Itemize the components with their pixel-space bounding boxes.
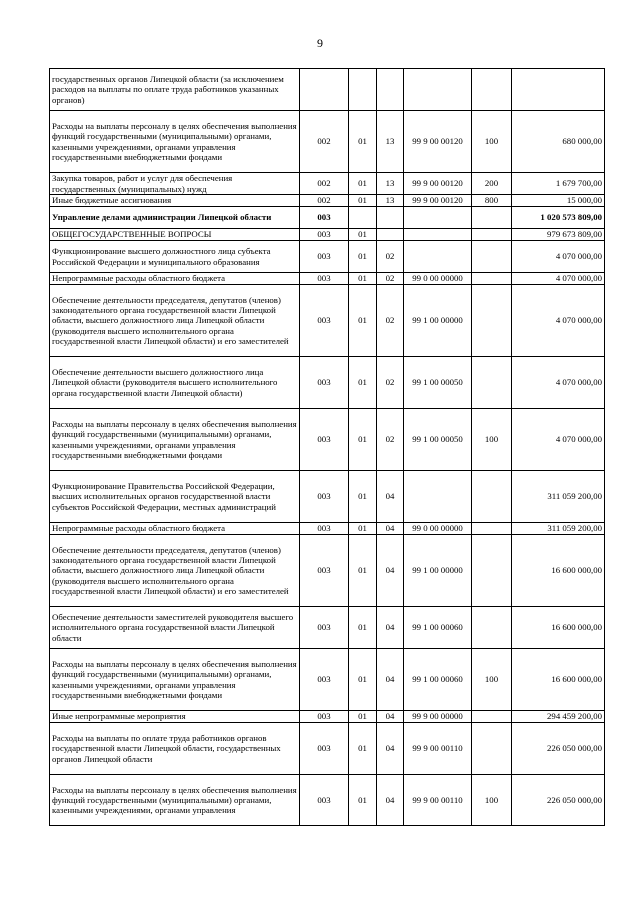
amount-cell: 16 600 000,00 bbox=[512, 535, 605, 607]
subsection-code-cell: 02 bbox=[377, 285, 404, 357]
section-code-cell: 01 bbox=[349, 607, 377, 649]
table-row bbox=[50, 285, 605, 357]
ministry-code-cell: 003 bbox=[300, 241, 349, 273]
section-code-cell: 01 bbox=[349, 409, 377, 471]
amount-cell: 1 020 573 809,00 bbox=[512, 207, 605, 229]
amount-cell: 226 050 000,00 bbox=[512, 723, 605, 775]
subsection-code-cell: 02 bbox=[377, 273, 404, 285]
table-row bbox=[50, 241, 605, 273]
table-row bbox=[50, 229, 605, 241]
expense-name-cell: Расходы на выплаты персоналу в целях обеспечения выполнения функций государственными (муниципальными) органами, казенными учреждениями, органами управления государственными внебюджетными фондами bbox=[50, 111, 300, 173]
expense-name-cell: Обеспечение деятельности высшего должностного лица Липецкой области (руководителя высшего исполнительного органа государственной власти Липецкой области) bbox=[50, 357, 300, 409]
subsection-code-cell: 04 bbox=[377, 607, 404, 649]
subsection-code-cell bbox=[377, 69, 404, 111]
ministry-code-cell bbox=[300, 69, 349, 111]
subsection-code-cell: 02 bbox=[377, 409, 404, 471]
ministry-code-cell: 003 bbox=[300, 523, 349, 535]
amount-cell bbox=[512, 69, 605, 111]
ministry-code-cell: 003 bbox=[300, 207, 349, 229]
expense-type-cell bbox=[472, 273, 512, 285]
amount-cell: 311 059 200,00 bbox=[512, 471, 605, 523]
section-code-cell: 01 bbox=[349, 357, 377, 409]
amount-cell: 4 070 000,00 bbox=[512, 357, 605, 409]
ministry-code-cell: 003 bbox=[300, 723, 349, 775]
expense-name-cell: Управление делами администрации Липецкой области bbox=[50, 207, 300, 229]
table-row bbox=[50, 69, 605, 111]
target-article-cell: 99 1 00 00060 bbox=[404, 607, 472, 649]
subsection-code-cell: 04 bbox=[377, 535, 404, 607]
subsection-code-cell: 13 bbox=[377, 173, 404, 195]
table-row bbox=[50, 723, 605, 775]
amount-cell: 4 070 000,00 bbox=[512, 241, 605, 273]
target-article-cell: 99 1 00 00050 bbox=[404, 409, 472, 471]
expense-type-cell bbox=[472, 723, 512, 775]
amount-cell: 680 000,00 bbox=[512, 111, 605, 173]
ministry-code-cell: 003 bbox=[300, 535, 349, 607]
expense-name-cell: государственных органов Липецкой области (за исключением расходов на выплаты по оплате труда работников указанных органов) bbox=[50, 69, 300, 111]
amount-cell: 4 070 000,00 bbox=[512, 285, 605, 357]
page-number: 9 bbox=[317, 36, 323, 50]
table-row bbox=[50, 357, 605, 409]
ministry-code-cell: 003 bbox=[300, 273, 349, 285]
expense-type-cell bbox=[472, 285, 512, 357]
target-article-cell: 99 1 00 00060 bbox=[404, 649, 472, 711]
expense-type-cell: 100 bbox=[472, 649, 512, 711]
section-code-cell: 01 bbox=[349, 711, 377, 723]
target-article-cell: 99 1 00 00000 bbox=[404, 535, 472, 607]
expense-type-cell bbox=[472, 229, 512, 241]
target-article-cell: 99 9 00 00120 bbox=[404, 173, 472, 195]
expense-type-cell bbox=[472, 711, 512, 723]
amount-cell: 1 679 700,00 bbox=[512, 173, 605, 195]
section-code-cell: 01 bbox=[349, 241, 377, 273]
target-article-cell bbox=[404, 229, 472, 241]
ministry-code-cell: 002 bbox=[300, 111, 349, 173]
expense-name-cell: Иные бюджетные ассигнования bbox=[50, 195, 300, 207]
expense-name-cell: Расходы на выплаты персоналу в целях обеспечения выполнения функций государственными (муниципальными) органами, казенными учреждениями, органами управления bbox=[50, 775, 300, 826]
target-article-cell: 99 1 00 00050 bbox=[404, 357, 472, 409]
ministry-code-cell: 003 bbox=[300, 471, 349, 523]
amount-cell: 16 600 000,00 bbox=[512, 649, 605, 711]
ministry-code-cell: 003 bbox=[300, 409, 349, 471]
target-article-cell: 99 9 00 00000 bbox=[404, 711, 472, 723]
section-code-cell: 01 bbox=[349, 723, 377, 775]
target-article-cell bbox=[404, 241, 472, 273]
section-code-cell: 01 bbox=[349, 775, 377, 826]
target-article-cell bbox=[404, 207, 472, 229]
expense-type-cell bbox=[472, 523, 512, 535]
section-code-cell bbox=[349, 69, 377, 111]
ministry-code-cell: 002 bbox=[300, 195, 349, 207]
expense-type-cell bbox=[472, 607, 512, 649]
subsection-code-cell: 04 bbox=[377, 723, 404, 775]
section-code-cell: 01 bbox=[349, 111, 377, 173]
expense-type-cell bbox=[472, 241, 512, 273]
table-row bbox=[50, 111, 605, 173]
subsection-code-cell: 02 bbox=[377, 241, 404, 273]
expense-type-cell bbox=[472, 207, 512, 229]
section-code-cell: 01 bbox=[349, 273, 377, 285]
amount-cell: 311 059 200,00 bbox=[512, 523, 605, 535]
amount-cell: 226 050 000,00 bbox=[512, 775, 605, 826]
expense-name-cell: Непрограммные расходы областного бюджета bbox=[50, 273, 300, 285]
target-article-cell bbox=[404, 69, 472, 111]
section-code-cell: 01 bbox=[349, 173, 377, 195]
expense-type-cell: 100 bbox=[472, 111, 512, 173]
ministry-code-cell: 003 bbox=[300, 229, 349, 241]
section-code-cell: 01 bbox=[349, 471, 377, 523]
table-row bbox=[50, 649, 605, 711]
subsection-code-cell: 13 bbox=[377, 195, 404, 207]
subsection-code-cell: 04 bbox=[377, 649, 404, 711]
target-article-cell: 99 9 00 00110 bbox=[404, 775, 472, 826]
target-article-cell: 99 0 00 00000 bbox=[404, 523, 472, 535]
target-article-cell: 99 9 00 00120 bbox=[404, 111, 472, 173]
budget-table-body bbox=[50, 69, 605, 826]
expense-name-cell: Непрограммные расходы областного бюджета bbox=[50, 523, 300, 535]
target-article-cell: 99 9 00 00110 bbox=[404, 723, 472, 775]
ministry-code-cell: 003 bbox=[300, 357, 349, 409]
section-code-cell: 01 bbox=[349, 285, 377, 357]
expense-name-cell: Обеспечение деятельности председателя, депутатов (членов) законодательного органа государственной власти Липецкой области, высшего должностного лица Липецкой области (руководителя высшего исполнительного органа государственной власти Липецкой области) и его заместителей bbox=[50, 535, 300, 607]
table-row bbox=[50, 409, 605, 471]
ministry-code-cell: 003 bbox=[300, 285, 349, 357]
table-row bbox=[50, 471, 605, 523]
expense-name-cell: Расходы на выплаты по оплате труда работников органов государственной власти Липецкой области, государственных органов Липецкой области bbox=[50, 723, 300, 775]
table-row bbox=[50, 607, 605, 649]
section-code-cell: 01 bbox=[349, 229, 377, 241]
ministry-code-cell: 003 bbox=[300, 775, 349, 826]
table-row bbox=[50, 173, 605, 195]
expense-type-cell bbox=[472, 535, 512, 607]
amount-cell: 15 000,00 bbox=[512, 195, 605, 207]
ministry-code-cell: 003 bbox=[300, 607, 349, 649]
section-code-cell: 01 bbox=[349, 535, 377, 607]
target-article-cell: 99 9 00 00120 bbox=[404, 195, 472, 207]
expense-name-cell: Иные непрограммные мероприятия bbox=[50, 711, 300, 723]
target-article-cell bbox=[404, 471, 472, 523]
amount-cell: 16 600 000,00 bbox=[512, 607, 605, 649]
target-article-cell: 99 1 00 00000 bbox=[404, 285, 472, 357]
amount-cell: 294 459 200,00 bbox=[512, 711, 605, 723]
expense-name-cell: Закупка товаров, работ и услуг для обеспечения государственных (муниципальных) нужд bbox=[50, 173, 300, 195]
table-row bbox=[50, 273, 605, 285]
expense-name-cell: Расходы на выплаты персоналу в целях обеспечения выполнения функций государственными (муниципальными) органами, казенными учреждениями, органами управления государственными внебюджетными фондами bbox=[50, 649, 300, 711]
expense-type-cell: 800 bbox=[472, 195, 512, 207]
expense-type-cell bbox=[472, 69, 512, 111]
section-code-cell: 01 bbox=[349, 523, 377, 535]
amount-cell: 4 070 000,00 bbox=[512, 409, 605, 471]
subsection-code-cell: 13 bbox=[377, 111, 404, 173]
subsection-code-cell bbox=[377, 207, 404, 229]
ministry-code-cell: 003 bbox=[300, 711, 349, 723]
table-row bbox=[50, 775, 605, 826]
expense-name-cell: Расходы на выплаты персоналу в целях обеспечения выполнения функций государственными (муниципальными) органами, казенными учреждениями, органами управления государственными внебюджетными фондами bbox=[50, 409, 300, 471]
expense-type-cell bbox=[472, 357, 512, 409]
table-row bbox=[50, 523, 605, 535]
table-row bbox=[50, 535, 605, 607]
subsection-code-cell: 04 bbox=[377, 471, 404, 523]
section-code-cell bbox=[349, 207, 377, 229]
section-code-cell: 01 bbox=[349, 195, 377, 207]
expense-name-cell: Функционирование высшего должностного лица субъекта Российской Федерации и муниципального образования bbox=[50, 241, 300, 273]
subsection-code-cell: 04 bbox=[377, 523, 404, 535]
amount-cell: 979 673 809,00 bbox=[512, 229, 605, 241]
ministry-code-cell: 003 bbox=[300, 649, 349, 711]
table-row bbox=[50, 195, 605, 207]
expense-type-cell: 100 bbox=[472, 775, 512, 826]
subsection-code-cell: 04 bbox=[377, 775, 404, 826]
subsection-code-cell bbox=[377, 229, 404, 241]
table-row bbox=[50, 207, 605, 229]
expense-name-cell: Обеспечение деятельности заместителей руководителя высшего исполнительного органа государственной власти Липецкой области bbox=[50, 607, 300, 649]
target-article-cell: 99 0 00 00000 bbox=[404, 273, 472, 285]
expense-name-cell: ОБЩЕГОСУДАРСТВЕННЫЕ ВОПРОСЫ bbox=[50, 229, 300, 241]
amount-cell: 4 070 000,00 bbox=[512, 273, 605, 285]
subsection-code-cell: 04 bbox=[377, 711, 404, 723]
budget-table bbox=[49, 68, 605, 826]
expense-name-cell: Обеспечение деятельности председателя, депутатов (членов) законодательного органа государственной власти Липецкой области, высшего должностного лица Липецкой области (руководителя высшего исполнительного органа государственной власти Липецкой области) и его заместителей bbox=[50, 285, 300, 357]
ministry-code-cell: 002 bbox=[300, 173, 349, 195]
expense-type-cell: 100 bbox=[472, 409, 512, 471]
section-code-cell: 01 bbox=[349, 649, 377, 711]
expense-type-cell: 200 bbox=[472, 173, 512, 195]
subsection-code-cell: 02 bbox=[377, 357, 404, 409]
table-row bbox=[50, 711, 605, 723]
expense-type-cell bbox=[472, 471, 512, 523]
expense-name-cell: Функционирование Правительства Российской Федерации, высших исполнительных органов государственной власти субъектов Российской Федерации, местных администраций bbox=[50, 471, 300, 523]
